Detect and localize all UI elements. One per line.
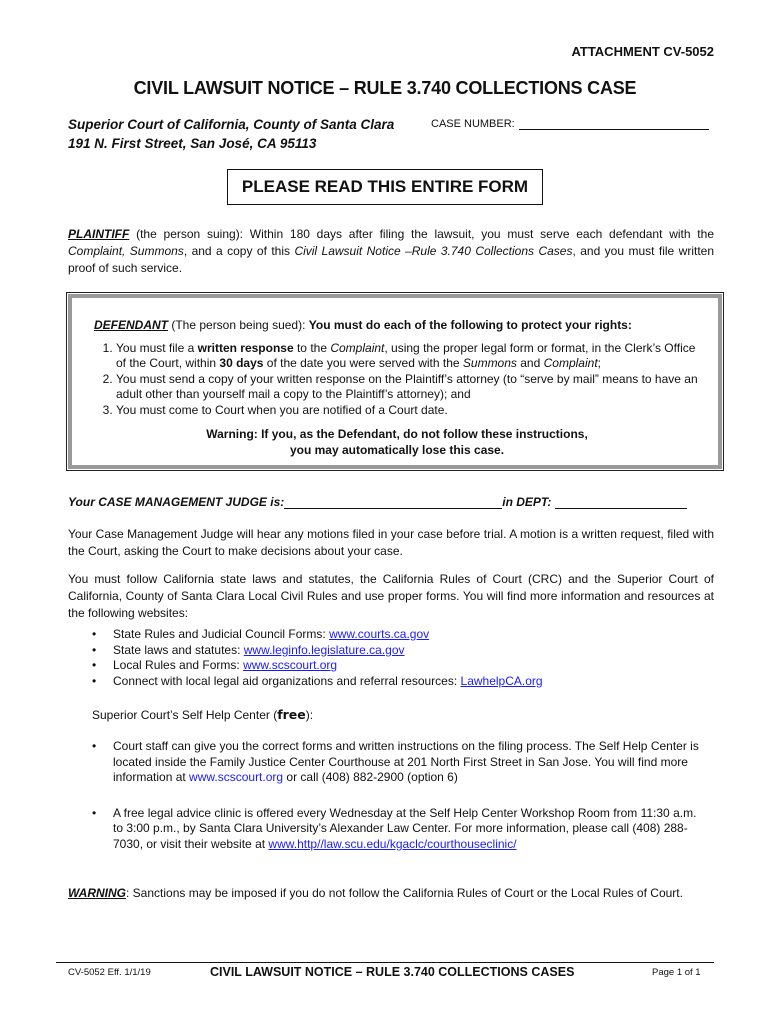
scscourt-link[interactable]: www.scscourt.org xyxy=(243,658,338,673)
scscourt-link[interactable]: www.scscourt.org xyxy=(189,770,284,785)
step1-a: You must file a xyxy=(116,340,198,355)
step1-g: of the date you were served with the xyxy=(263,356,463,370)
resource-item xyxy=(92,627,714,643)
plaintiff-paragraph xyxy=(68,226,714,277)
warning-text: : Sanctions may be imposed if you do not follow the California Rules of Court or the Local Rules of Court. xyxy=(126,886,683,900)
lawhelp-link[interactable]: LawhelpCA.org xyxy=(460,673,543,688)
defendant-heading xyxy=(94,318,700,334)
defendant-warning-line-1: Warning: If you, as the Defendant, do not follow these instructions, xyxy=(206,427,588,441)
step1-c: to the xyxy=(293,340,331,355)
defendant-warning-line-2: you may automatically lose this case. xyxy=(289,442,505,457)
form-title: CIVIL LAWSUIT NOTICE – RULE 3.740 COLLECTIONS CASE xyxy=(133,78,637,98)
defendant-step-2: 2. You must send a copy of your written response on the Plaintiff’s attorney (to “serve by mail” means to have an adult other than yourself mail a copy to the Plaintiff’s attorney); and xyxy=(116,372,700,403)
case-management-judge xyxy=(68,495,687,509)
self-help-phone: or call (408) 882-2900 (option 6) xyxy=(283,770,458,785)
judge-paragraph: Your Case Management Judge will hear any motions filed in your case before trial. A motion is a written request, filed with the Court, asking the Court to make decisions about your case. xyxy=(68,527,714,558)
judge-label: Your CASE MANAGEMENT JUDGE is: xyxy=(68,495,285,509)
plaintiff-text-1: (the person suing): Within 180 days after filing the lawsuit, you must serve each defendant with the xyxy=(129,227,714,241)
dept-label: in DEPT: xyxy=(502,495,552,509)
defendant-instruction: You must do each of the following to protect your rights: xyxy=(308,318,632,332)
step1-j: Complaint xyxy=(543,356,598,370)
step1-h: Summons xyxy=(462,356,517,370)
resource-item xyxy=(92,643,714,659)
self-help-heading xyxy=(92,707,313,722)
defendant-step-3: 3. You must come to Court when you are notified of a Court date. xyxy=(116,403,700,419)
self-help-heading-end: ): xyxy=(305,708,314,722)
court-name: Superior Court of California, County of Santa Clara xyxy=(68,117,395,132)
self-help-item xyxy=(92,806,704,853)
leginfo-link[interactable]: www.leginfo.legislature.ca.gov xyxy=(243,642,405,657)
resource-label: Connect with local legal aid organizations and referral resources: xyxy=(113,673,461,688)
defendant-steps xyxy=(94,341,700,419)
step1-d: Complaint xyxy=(330,340,385,355)
footer-form-id: CV-5052 Eff. 1/1/19 xyxy=(68,967,151,978)
step1-b: written response xyxy=(197,340,294,355)
resource-label: State Rules and Judicial Council Forms: xyxy=(113,627,330,641)
resource-item xyxy=(92,674,714,690)
resources-list xyxy=(92,627,714,689)
step1-k: ; xyxy=(597,356,601,370)
self-help-text: Court staff can give you the correct forms and written instructions on the filing process. The Self Help Center is located inside the Family Justice Center Courthouse at 201 North First Street in San Jose. You will find more information at xyxy=(113,739,699,785)
footer-page-number: Page 1 of 1 xyxy=(652,967,701,978)
footer-divider xyxy=(56,962,714,963)
warning-label: WARNING xyxy=(68,886,126,900)
plaintiff-text-3: , and you must file written proof of such service. xyxy=(68,244,714,275)
resource-label: State laws and statutes: xyxy=(113,642,244,657)
court-address xyxy=(68,115,394,153)
dept-line[interactable] xyxy=(555,496,687,509)
courts-link[interactable]: www.courts.ca.gov xyxy=(329,627,430,641)
defendant-step-1 xyxy=(116,341,700,372)
case-number-field[interactable] xyxy=(431,118,709,130)
sanctions-warning xyxy=(68,885,714,902)
step1-e: , using the proper legal form or format, in the Clerk’s Office of the Court, within xyxy=(116,340,696,370)
court-street: 191 N. First Street, San José, CA 95113 xyxy=(68,136,317,151)
case-number-line[interactable] xyxy=(519,118,709,130)
self-help-item xyxy=(92,739,704,786)
step1-i: and xyxy=(516,356,544,370)
attachment-label: ATTACHMENT CV-5052 xyxy=(571,44,714,59)
defendant-intro: (The person being sued): xyxy=(168,318,309,332)
resource-label: Local Rules and Forms: xyxy=(113,658,244,673)
resource-item xyxy=(92,658,714,674)
self-help-heading-text: Superior Court’s Self Help Center ( xyxy=(92,708,278,722)
defendant-section xyxy=(94,318,700,458)
plaintiff-text-2: , and a copy of this xyxy=(183,244,295,258)
clinic-link[interactable]: www.http//law.scu.edu/kgaclc/courthouseclinic/ xyxy=(268,836,517,851)
plaintiff-doc-2: Civil Lawsuit Notice –Rule 3.740 Collections Cases xyxy=(294,244,573,258)
plaintiff-doc-1: Complaint, Summons xyxy=(68,244,184,258)
clinic-text: A free legal advice clinic is offered every Wednesday at the Self Help Center Workshop Room from 11:30 a.m. to 3:00 p.m., by Santa Clara University’s Alexander Law Center. For more information, please call (408) 288-7030, or visit their website at xyxy=(113,805,697,851)
judge-name-line[interactable] xyxy=(284,496,502,509)
read-form-banner: PLEASE READ THIS ENTIRE FORM xyxy=(227,169,543,205)
plaintiff-label: PLAINTIFF xyxy=(68,227,130,241)
defendant-label: DEFENDANT xyxy=(94,318,168,332)
free-label: free xyxy=(277,707,306,722)
laws-paragraph: You must follow California state laws and statutes, the California Rules of Court (CRC) and the Superior Court of California, County of Santa Clara Local Civil Rules and use proper forms. You will find more information and resources at the following websites: xyxy=(68,572,714,620)
case-number-label: CASE NUMBER: xyxy=(431,118,515,130)
footer-title: CIVIL LAWSUIT NOTICE – RULE 3.740 COLLECTIONS CASES xyxy=(210,965,575,979)
defendant-warning xyxy=(94,427,700,458)
step1-f: 30 days xyxy=(219,356,264,370)
self-help-list xyxy=(92,739,704,853)
